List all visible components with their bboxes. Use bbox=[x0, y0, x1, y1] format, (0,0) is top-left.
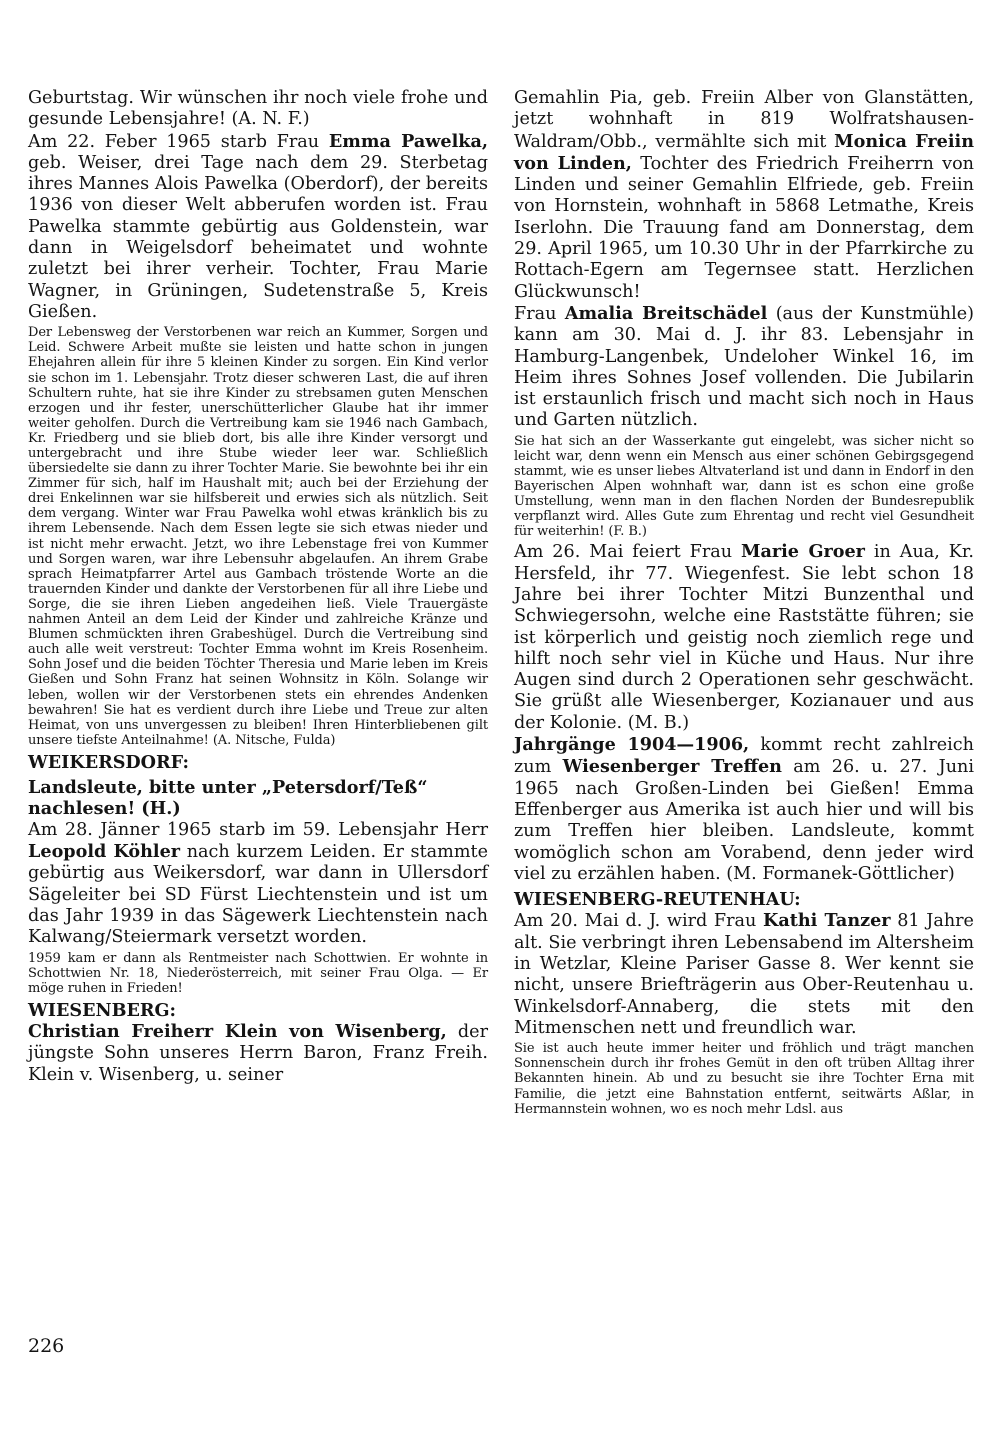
label-wiesenberger-treffen: Wiesenberger Treffen bbox=[562, 756, 782, 778]
obituary-koehler: Am 28. Jänner 1965 starb im 59. Lebensjahr Herr Leopold Köhler nach kurzem Leiden. Er stammte gebürtig aus Weikersdorf, war dann in Ullersdorf Sägeleiter bei SD Fürst Liechtenstein und ist um das Jahr 1939 in das Sägewerk Liechtenstein nach Kalwang/Steiermark versetzt worden. bbox=[28, 819, 488, 948]
name-monica-linden: Monica Freiin von Linden, bbox=[514, 130, 974, 174]
birthday-closing: Geburtstag. Wir wünschen ihr noch viele frohe und gesunde Lebensjahre! (A. N. F.) bbox=[28, 88, 488, 130]
wedding-announcement-continued: Gemahlin Pia, geb. Freiin Alber von Glanstätten, jetzt wohnhaft in 819 Wolfratshausen-Waldram/Obb., vermählte sich mit Monica Freiin von Linden, Tochter des Friedrich Freiherrn von Linden und seiner Gemahlin Elfriede, geb. Freiin von Hornstein, wohnhaft in 5868 Letmathe, Kreis Iserlohn. Die Trauung fand am Donnerstag, dem 29. April 1965, um 10.30 Uhr in der Pfarrkirche zu Rottach-Egern am Tegernsee statt. Herzlichen Glückwunsch! bbox=[514, 88, 974, 302]
name-leopold-koehler: Leopold Köhler bbox=[28, 841, 181, 863]
birthday-breitschaedel: Frau Amalia Breitschädel (aus der Kunstmühle) kann am 30. Mai d. J. ihr 83. Lebensjahr in Hamburg-Langenbek, Undeloher Winkel 16, im Heim ihres Sohnes Josef vollenden. Die Jubilarin ist erstaunlich frisch und macht sich noch in Haus und Garten nützlich. bbox=[514, 302, 975, 431]
subheading-landsleute: Landsleute, bitte unter „Petersdorf/Teß“ nachlesen! (H.) bbox=[28, 777, 428, 820]
page-number: 226 bbox=[28, 1335, 65, 1357]
name-amalia-breitschaedel: Amalia Breitschädel bbox=[564, 302, 768, 324]
name-christian-klein: Christian Freiherr Klein von Wisenberg, bbox=[28, 1021, 447, 1043]
birthday-breitschaedel-details: Sie hat sich an der Wasserkante gut eingelebt, was sicher nicht so leicht war, denn wenn ein Mensch aus einer schönen Gebirgsgegend stammt, wie es unser liebes Altvaterland ist und dann in Endorf in den Bayerischen Alpen wohnhaft war, dann ist es schon eine große Umstellung, wenn man in den flachen Norden der Bundesrepublik verpflanzt wird. Alles Gute zum Ehrentag und recht viel Gesundheit für weiterhin! (F. B.) bbox=[514, 433, 974, 540]
obituary-pawelka: Am 22. Feber 1965 starb Frau Emma Pawelka, geb. Weiser, drei Tage nach dem 29. Sterbetag ihres Mannes Alois Pawelka (Oberdorf), der bereits 1936 von dieser Welt abberufen worden ist. Frau Pawelka stammte gebürtig aus Goldenstein, war dann in Weigelsdorf beheimatet und wohnte zuletzt bei ihrer verheir. Tochter, Frau Marie Wagner, in Grüningen, Sudetenstraße 5, Kreis Gießen. bbox=[28, 130, 489, 322]
obituary-pawelka-details: Der Lebensweg der Verstorbenen war reich an Kummer, Sorgen und Leid. Schwere Arbeit mußte sie leisten und hatte schon in jungen Ehejahren allein für ihre 5 kleinen Kinder zu sorgen. Ein Kind verlor sie schon im 1. Lebensjahr. Trotz dieser schweren Last, die auf ihren Schultern ruhte, hat sie ihre Kinder zu strebsamen guten Menschen erzogen und ihr fester, unerschütterlicher Glaube hat ihr immer weiter geholfen. Durch die Vertreibung kam sie 1946 nach Gambach, Kr. Friedberg und sie blieb dort, bis alle ihre Kinder versorgt und untergebracht und ihre Stube wieder leer war. Schließlich übersiedelte sie dann zu ihrer Tochter Marie. Sie bewohnte bei ihr ein Zimmer für sich, half im Haushalt mit; auch bei der Erziehung der drei Enkelinnen war sie hilfsbereit und erwies sich als nützlich. Seit dem vergang. Winter war Frau Pawelka wohl etwas kränklich bis zu ihrem Lebensende. Nach dem Essen legte sie sich etwas nieder und ist nicht mehr erwacht. Jetzt, wo ihre Lebenstage frei von Kummer und Sorgen waren, war ihre Lebensuhr abgelaufen. An ihrem Grabe sprach Heimatpfarrer Artel aus Gambach tröstende Worte an die trauernden Kinder und dankte der Verstorbenen für all ihre Liebe und Sorge, die sie ihren Lieben angedeihen ließ. Viele Trauergäste nahmen Anteil an dem Leid der Kinder und zahlreiche Kränze und Blumen schmückten ihren Grabeshügel. Durch die Vertreibung sind auch alle weit verstreut: Tochter Emma wohnt im Kreis Rosenheim. Sohn Josef und die beiden Töchter Theresia und Marie leben im Kreis Gießen und Sohn Franz hat seinen Wohnsitz in Köln. Solange wir leben, wollen wir der Verstorbenen stets ein ehrendes Andenken bewahren! Sie hat es verdient durch ihre Liebe und Treue zur alten Heimat, von uns unvergessen zu bleiben! Ihren Hinterbliebenen gilt unsere tiefste Anteilnahme! (A. Nitsche, Fulda) bbox=[28, 325, 488, 748]
name-marie-groer: Marie Groer bbox=[740, 541, 865, 563]
name-emma-pawelka: Emma Pawelka, bbox=[328, 130, 489, 152]
birthday-groer: Am 26. Mai feiert Frau Marie Groer in Aua, Kr. Hersfeld, ihr 77. Wiegenfest. Sie lebt schon 18 Jahre bei ihrer Tochter Mitzi Bunzenthal und Schwiegersohn, welche eine Raststätte führen; sie ist körperlich und geistig noch ziemlich rege und hilft noch sehr viel in Küche und Haus. Nur ihre Augen sind durch 2 Operationen sehr geschwächt. Sie grüßt alle Wiesenberger, Kozianauer und aus der Kolonie. (M. B.) bbox=[514, 541, 974, 733]
birthday-tanzer-details: Sie ist auch heute immer heiter und fröhlich und trägt manchen Sonnenschein durch ihr frohes Gemüt in den oft trüben Alltag ihrer Bekannten hinein. Ab und zu besucht sie ihre Tochter Erna mit Familie, die jetzt eine Bahnstation entfernt, seitwärts Aßlar, in Hermannstein wohnen, wo es noch mehr Ldsl. aus bbox=[514, 1041, 974, 1117]
section-heading-wiesenberg-reutenhau: WIESENBERG-REUTENHAU: bbox=[514, 889, 801, 911]
section-heading-wiesenberg: WIESENBERG: bbox=[28, 999, 177, 1021]
label-jahrgaenge: Jahrgänge 1904—1906, bbox=[514, 734, 750, 756]
name-kathi-tanzer: Kathi Tanzer bbox=[763, 910, 891, 932]
left-column bbox=[28, 88, 488, 1086]
right-column bbox=[514, 88, 974, 1119]
obituary-koehler-details: 1959 kam er dann als Rentmeister nach Schottwien. Er wohnte in Schottwien Nr. 18, Niederösterreich, mit seiner Frau Olga. — Er möge ruhen in Frieden! bbox=[28, 950, 488, 996]
reunion-announcement: Jahrgänge 1904—1906, kommt recht zahlreich zum Wiesenberger Treffen am 26. u. 27. Juni 1965 nach Großen-Linden bei Gießen! Emma Effenberger aus Amerika ist auch hier und will bis zum Treffen hier bleiben. Landsleute, kommt womöglich schon am Vorabend, denn jeder wird viel zu erzählen haben. (M. Formanek-Göttlicher) bbox=[514, 734, 974, 884]
section-heading-weikersdorf: WEIKERSDORF: bbox=[28, 751, 189, 773]
wedding-announcement: Christian Freiherr Klein von Wisenberg, der jüngste Sohn unseres Herrn Baron, Franz Freih. Klein v. Wisenberg, u. seiner bbox=[28, 1021, 488, 1085]
birthday-tanzer: Am 20. Mai d. J. wird Frau Kathi Tanzer 81 Jahre alt. Sie verbringt ihren Lebensabend im Altersheim in Wetzlar, Kleine Pariser Gasse 8. Wer kennt sie nicht, unsere Briefträgerin aus Ober-Reutenhau u. Winkelsdorf-Annaberg, die stets mit den Mitmenschen nett und freundlich war. bbox=[514, 910, 974, 1038]
